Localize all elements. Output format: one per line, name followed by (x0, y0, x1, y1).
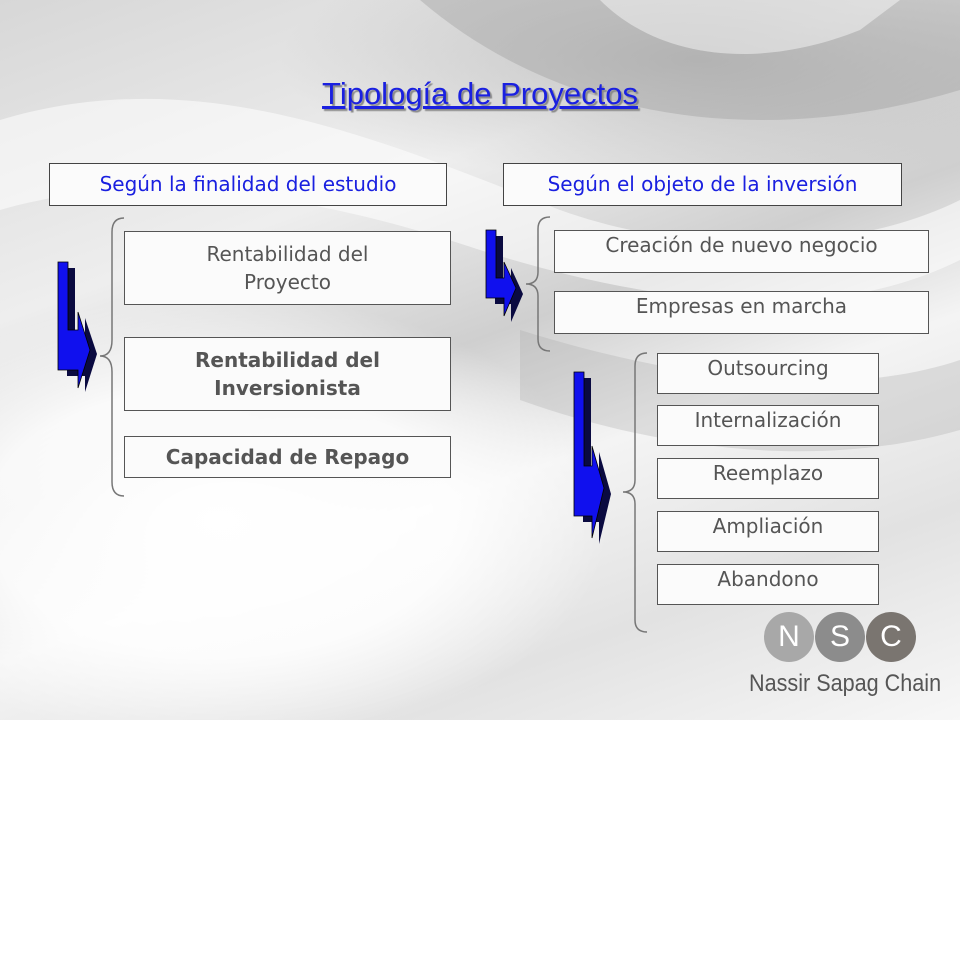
right-brace (526, 217, 550, 351)
subitem-outsourcing: Outsourcing (657, 353, 879, 394)
right-item-nuevo-negocio: Creación de nuevo negocio (554, 230, 929, 273)
page-title: Tipología de Proyectos (322, 76, 638, 111)
logo-letter-s: S (815, 612, 865, 662)
subitem-reemplazo: Reemplazo (657, 458, 879, 499)
logo-letter-n: N (764, 612, 814, 662)
left-header: Según la finalidad del estudio (49, 163, 447, 206)
left-arrow-icon (58, 262, 97, 392)
left-item-repago: Capacidad de Repago (124, 436, 451, 478)
subitem-internalizacion: Internalización (657, 405, 879, 446)
left-item-label: Rentabilidad del Inversionista (195, 348, 380, 400)
logo-letter-c: C (866, 612, 916, 662)
left-brace (100, 218, 124, 496)
right-arrow-icon (486, 230, 523, 322)
left-item-label: Rentabilidad del Proyecto (206, 242, 369, 294)
right-item-empresas-marcha: Empresas en marcha (554, 291, 929, 334)
logo-name: Nassir Sapag Chain (749, 670, 942, 697)
right-header: Según el objeto de la inversión (503, 163, 902, 206)
sub-arrow-icon (574, 372, 611, 544)
subitem-ampliacion: Ampliación (657, 511, 879, 552)
sub-brace (623, 353, 647, 632)
subitem-abandono: Abandono (657, 564, 879, 605)
